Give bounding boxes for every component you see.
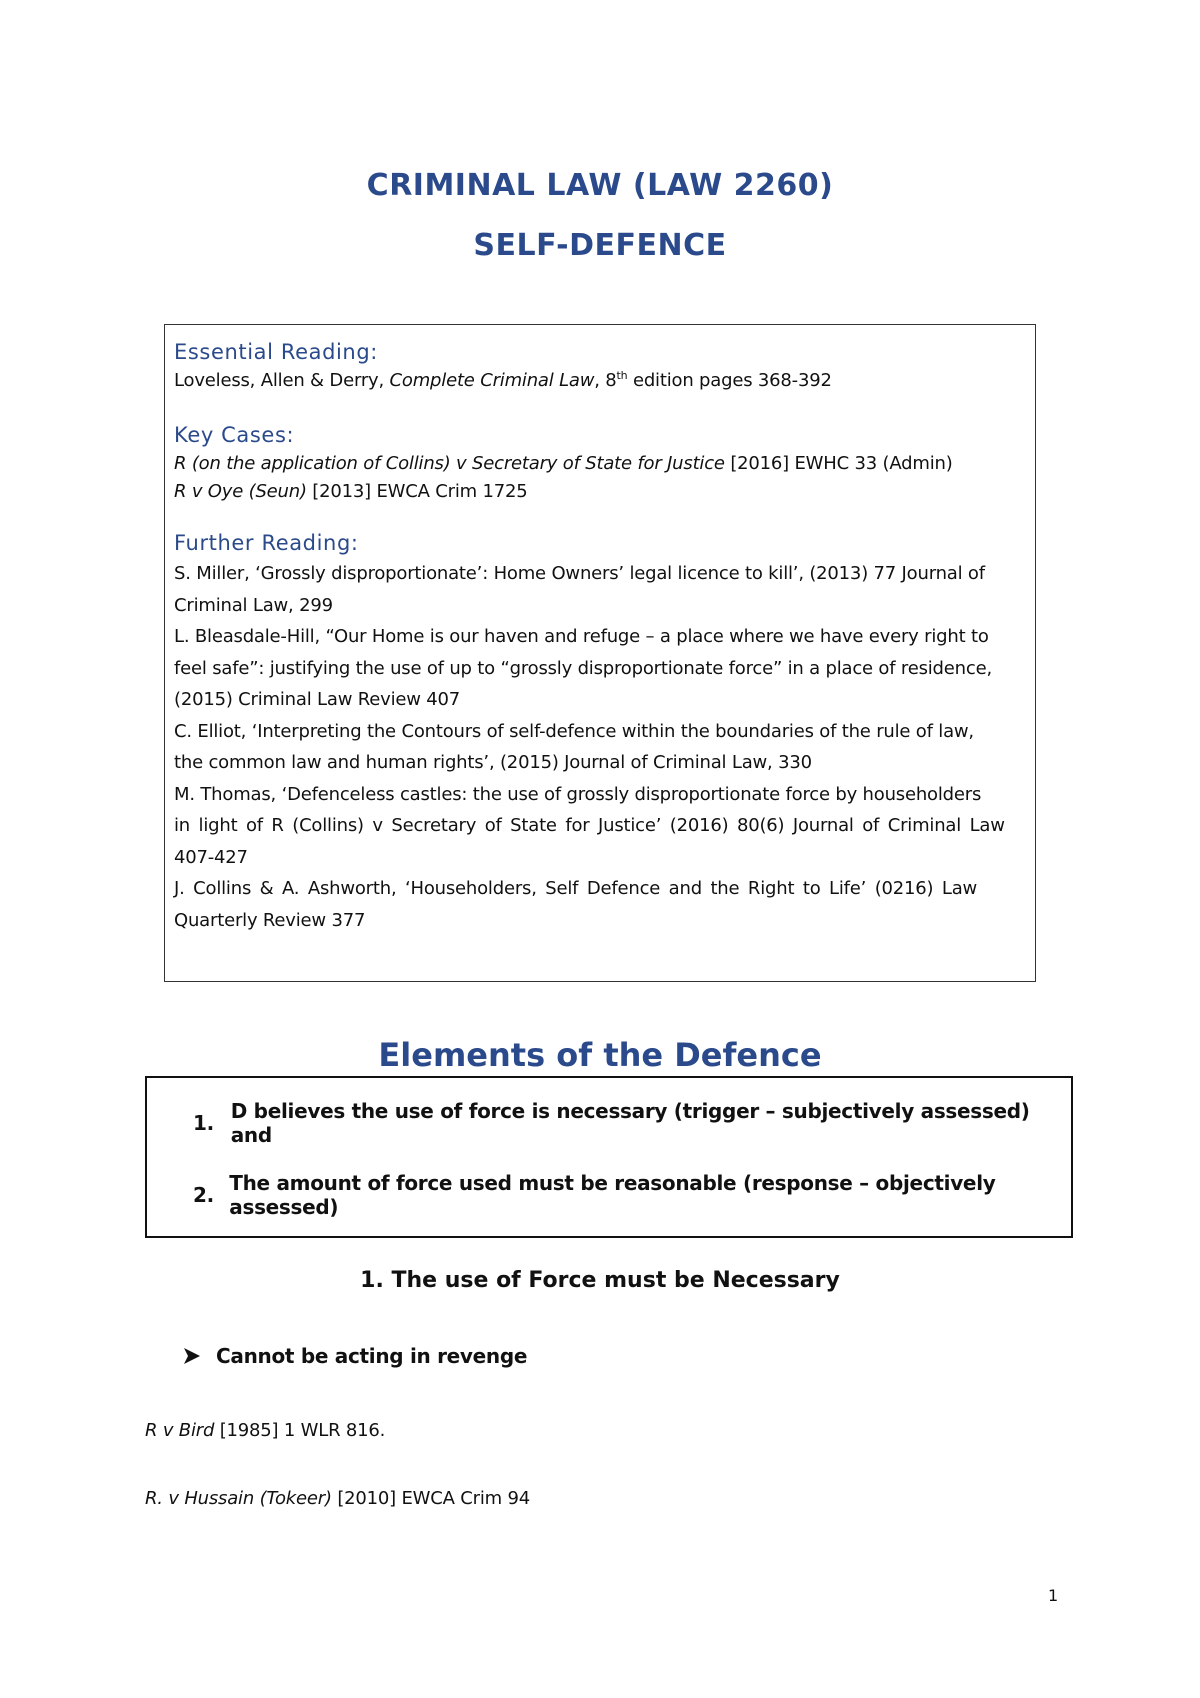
element-item bbox=[193, 1171, 1071, 1219]
further-reading-line: Criminal Law, 299 bbox=[174, 594, 333, 616]
course-title: CRIMINAL LAW (LAW 2260) bbox=[366, 168, 834, 203]
further-reading-line: C. Elliot, ‘Interpreting the Contours of self-defence within the boundaries of the rule of law, bbox=[174, 720, 974, 742]
necessary-force-heading: 1. The use of Force must be Necessary bbox=[360, 1268, 840, 1293]
essential-pages: edition pages 368-392 bbox=[627, 370, 832, 391]
further-reading-line: L. Bleasdale-Hill, “Our Home is our haven and refuge – a place where we have every right to bbox=[174, 626, 989, 647]
further-reading-line: feel safe”: justifying the use of up to “grossly disproportionate force” in a place of residence, bbox=[174, 657, 992, 679]
key-case-citation: [2016] EWHC 33 (Admin) bbox=[724, 453, 953, 474]
essential-edition: , 8 bbox=[594, 370, 617, 391]
essential-reading-heading: Essential Reading: bbox=[174, 340, 378, 364]
key-case-name: R v Oye (Seun) bbox=[174, 481, 307, 502]
further-reading-line: (2015) Criminal Law Review 407 bbox=[174, 689, 461, 710]
case-reference: [1985] 1 WLR 816. bbox=[214, 1420, 386, 1441]
further-reading-line: in light of R (Collins) v Secretary of State for Justice’ (2016) 80(6) Journal of Criminal Law bbox=[174, 815, 1005, 836]
case-name: R. v Hussain (Tokeer) bbox=[145, 1488, 332, 1509]
element-item bbox=[193, 1099, 1071, 1147]
key-case-name: R (on the application of Collins) v Secretary of State for Justice bbox=[174, 453, 725, 474]
case-citation bbox=[145, 1488, 530, 1509]
element-text: The amount of force used must be reasonable (response – objectively assessed) bbox=[229, 1171, 996, 1219]
essential-reading-entry bbox=[174, 367, 1025, 395]
key-case-citation: [2013] EWCA Crim 1725 bbox=[306, 481, 528, 502]
further-reading-line: M. Thomas, ‘Defenceless castles: the use of grossly disproportionate force by householders bbox=[174, 783, 982, 805]
element-number: 1. bbox=[193, 1111, 214, 1135]
further-reading-heading: Further Reading: bbox=[174, 531, 359, 555]
further-reading-list bbox=[174, 558, 1025, 936]
case-name: R v Bird bbox=[145, 1420, 215, 1441]
key-case bbox=[174, 478, 1025, 506]
key-cases-heading: Key Cases: bbox=[174, 423, 295, 447]
reading-list-box bbox=[164, 324, 1036, 982]
element-number: 2. bbox=[193, 1183, 214, 1207]
case-citation bbox=[145, 1420, 385, 1441]
key-case bbox=[174, 450, 1025, 478]
further-reading-line: J. Collins & A. Ashworth, ‘Householders, Self Defence and the Right to Life’ (0216) Law bbox=[174, 878, 978, 899]
arrow-bullet-icon bbox=[182, 1346, 202, 1366]
bullet-text: Cannot be acting in revenge bbox=[216, 1344, 528, 1368]
essential-edition-sup: th bbox=[616, 369, 628, 382]
essential-authors: Loveless, Allen & Derry, bbox=[174, 370, 390, 391]
elements-title: Elements of the Defence bbox=[378, 1036, 822, 1074]
element-text: D believes the use of force is necessary (trigger – subjectively assessed) and bbox=[230, 1099, 1030, 1147]
case-reference: [2010] EWCA Crim 94 bbox=[331, 1488, 530, 1509]
further-reading-line: S. Miller, ‘Grossly disproportionate’: Home Owners’ legal licence to kill’, (2013) 77 Journal of bbox=[174, 563, 985, 584]
elements-box bbox=[145, 1076, 1073, 1238]
further-reading-line: Quarterly Review 377 bbox=[174, 909, 366, 931]
further-reading-line: the common law and human rights’, (2015) Journal of Criminal Law, 330 bbox=[174, 752, 812, 773]
topic-title: SELF-DEFENCE bbox=[473, 228, 727, 263]
page-number: 1 bbox=[1048, 1586, 1059, 1605]
essential-book-title: Complete Criminal Law bbox=[389, 370, 595, 391]
further-reading-line: 407-427 bbox=[174, 846, 248, 868]
bullet-item bbox=[182, 1344, 527, 1368]
